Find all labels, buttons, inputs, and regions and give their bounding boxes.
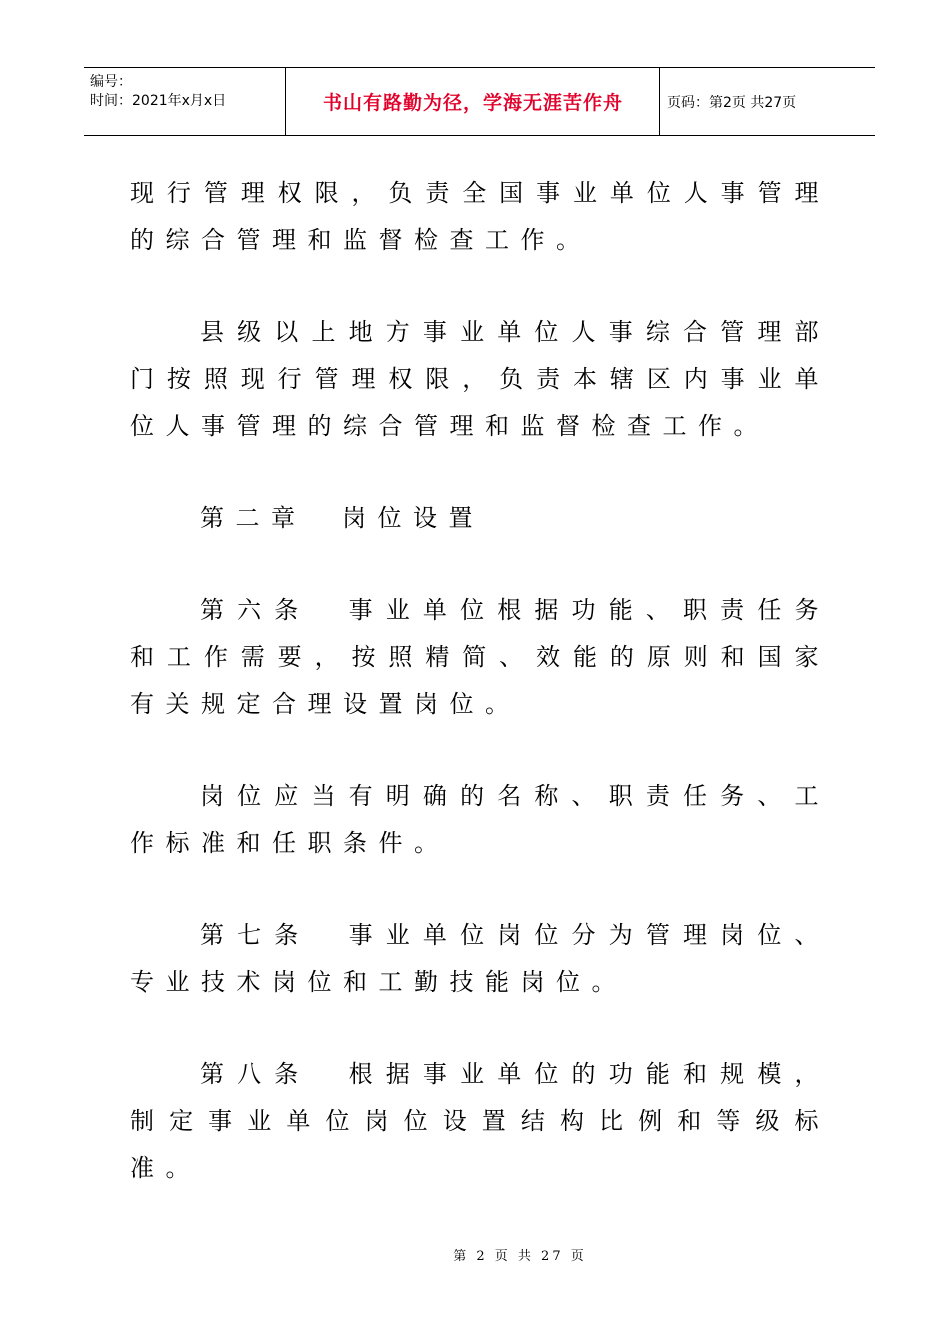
header-divider-right bbox=[659, 68, 660, 135]
page-header bbox=[84, 67, 875, 136]
article-6: 第六条 事业单位根据功能、职责任务和工作需要，按照精简、效能的原则和国家有关规定合理设置岗位。 bbox=[130, 596, 830, 718]
article-8: 第八条 根据事业单位的功能和规模，制定事业单位岗位设置结构比例和等级标准。 bbox=[130, 1060, 830, 1182]
page-footer: 第 2 页 共 27 页 bbox=[453, 1249, 587, 1264]
paragraph-position-requirements: 岗位应当有明确的名称、职责任务、工作标准和任职条件。 bbox=[130, 782, 830, 857]
header-motto: 书山有路勤为径，学海无涯苦作舟 bbox=[322, 92, 623, 114]
header-meta bbox=[90, 73, 226, 111]
document-body bbox=[130, 170, 830, 1237]
article-7: 第七条 事业单位岗位分为管理岗位、专业技术岗位和工勤技能岗位。 bbox=[130, 921, 830, 996]
paragraph-1: 现行管理权限，负责全国事业单位人事管理的综合管理和监督检查工作。 bbox=[130, 179, 830, 254]
chapter-heading: 第二章 岗位设置 bbox=[200, 504, 484, 532]
document-time-label: 时间：2021年x月x日 bbox=[90, 93, 227, 109]
document-number-label: 编号： bbox=[90, 74, 132, 90]
paragraph-2: 县级以上地方事业单位人事综合管理部门按照现行管理权限，负责本辖区内事业单位人事管理的综合管理和监督检查工作。 bbox=[130, 318, 830, 440]
header-page-info: 页码：第2页 共27页 bbox=[667, 94, 797, 111]
